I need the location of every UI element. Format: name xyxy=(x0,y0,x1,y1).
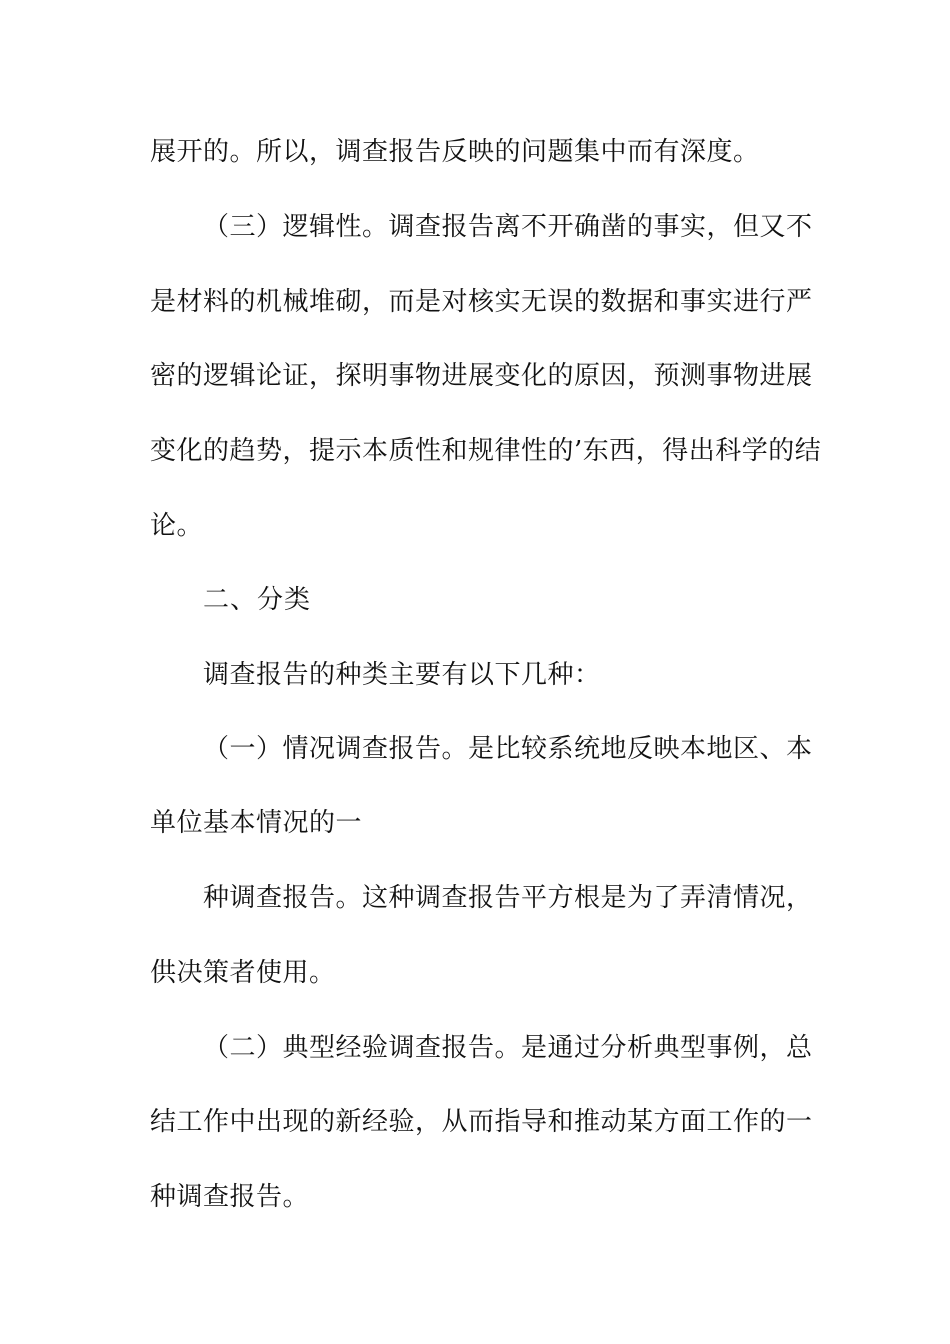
paragraph-line: 结工作中出现的新经验，从而指导和推动某方面工作的一 xyxy=(150,1107,813,1137)
paragraph-line: 调查报告的种类主要有以下几种： xyxy=(203,660,601,690)
paragraph-line: 密的逻辑论证，探明事物进展变化的原因，预测事物进展 xyxy=(150,361,813,391)
paragraph-line: 种调查报告。这种调查报告平方根是为了弄清情况， xyxy=(203,883,813,913)
paragraph-line: 种调查报告。 xyxy=(150,1182,310,1212)
paragraph-line: 变化的趋势，提示本质性和规律性的’东西，得出科学的结 xyxy=(150,436,822,466)
paragraph-line: 论。 xyxy=(150,511,204,541)
section-heading: 二、分类 xyxy=(203,585,312,615)
paragraph-line: 是材料的机械堆砌，而是对核实无误的数据和事实进行严 xyxy=(150,287,813,317)
paragraph-line: （三）逻辑性。调查报告离不开确凿的事实，但又不 xyxy=(203,212,813,242)
paragraph-line: 单位基本情况的一 xyxy=(150,808,363,838)
paragraph-line: （二）典型经验调查报告。是通过分析典型事例，总 xyxy=(203,1033,813,1063)
paragraph-line: 展开的。所以，调查报告反映的问题集中而有深度。 xyxy=(150,137,760,167)
paragraph-line: 供决策者使用。 xyxy=(150,958,336,988)
paragraph-line: （一）情况调查报告。是比较系统地反映本地区、本 xyxy=(203,734,813,764)
